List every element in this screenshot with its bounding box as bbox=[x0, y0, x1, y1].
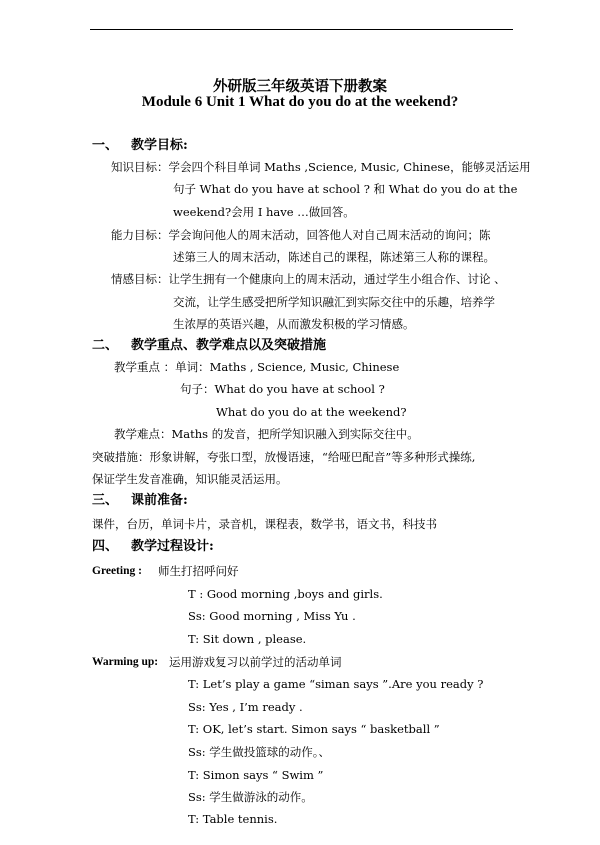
key-points-sentence-2: What do you do at the weekend? bbox=[216, 405, 407, 419]
greeting-line-2: Ss: Good morning , Miss Yu . bbox=[188, 609, 356, 623]
warming-line-7: T: Table tennis. bbox=[188, 812, 278, 826]
title-english: Module 6 Unit 1 What do you do at the weekend? bbox=[141, 94, 459, 110]
emotion-line-2: 交流，让学生感受把所学知识融汇到实际交往中的乐趣，培养学 bbox=[173, 295, 495, 309]
section1-heading: 教学目标: bbox=[131, 138, 188, 153]
warming-line-6: Ss: 学生做游泳的动作。 bbox=[188, 790, 313, 804]
warming-up-label: Warming up: bbox=[92, 656, 159, 668]
warming-line-2: Ss: Yes , I’m ready . bbox=[188, 700, 303, 714]
key-points-sentence-1: 句子：What do you have at school ? bbox=[180, 382, 385, 396]
knowledge-line-2: 句子 What do you have at school ? 和 What do you do at the bbox=[173, 182, 518, 196]
emotion-line-3: 生浓厚的英语兴趣，从而激发积极的学习情感。 bbox=[173, 317, 415, 331]
key-points-words: 教学重点 ：单词：Maths , Science, Music, Chinese bbox=[114, 360, 400, 374]
emotion-line-1: 情感目标：让学生拥有一个健康向上的周末活动，通过学生小组合作、讨论 、 bbox=[111, 272, 506, 286]
warming-line-3: T: OK, let’s start. Simon says “ basketball ” bbox=[188, 722, 440, 736]
greeting-label: Greeting : bbox=[92, 565, 142, 577]
warming-line-1: T: Let’s play a game “siman says ”.Are you ready ? bbox=[188, 677, 484, 691]
warming-up-description: 运用游戏复习以前学过的活动单词 bbox=[169, 655, 342, 669]
section1-number: 一、 bbox=[92, 138, 119, 153]
knowledge-line-1: 知识目标：学会四个科目单词 Maths ,Science, Music, Chinese，能够灵活运用 bbox=[111, 160, 531, 174]
measures-line-1: 突破措施：形象讲解，夸张口型，放慢语速，“给哑巴配音”等多种形式操练, bbox=[92, 450, 476, 464]
warming-line-4: Ss: 学生做投篮球的动作。、 bbox=[188, 745, 331, 759]
section2-number: 二、 bbox=[92, 338, 119, 353]
section3-heading: 课前准备: bbox=[131, 493, 188, 508]
knowledge-line-3: weekend?会用 I have …做回答。 bbox=[173, 205, 355, 219]
ability-line-1: 能力目标：学会询问他人的周末活动，回答他人对自己周末活动的询问；陈 bbox=[111, 228, 491, 242]
preparation-line: 课件，台历，单词卡片，录音机，课程表，数学书，语文书，科技书 bbox=[92, 517, 437, 531]
greeting-description: 师生打招呼问好 bbox=[158, 564, 239, 578]
warming-line-5: T: Simon says “ Swim ” bbox=[188, 768, 324, 782]
greeting-line-3: T: Sit down , please. bbox=[188, 632, 307, 646]
difficulty-line: 教学难点：Maths 的发音，把所学知识融入到实际交往中。 bbox=[114, 427, 419, 441]
measures-line-2: 保证学生发音准确，知识能灵活运用。 bbox=[92, 472, 288, 486]
top-rule bbox=[90, 29, 513, 30]
section2-heading: 教学重点、教学难点以及突破措施 bbox=[131, 338, 327, 353]
title-chinese: 外研版三年级英语下册教案 bbox=[213, 78, 387, 95]
section4-number: 四、 bbox=[92, 539, 119, 554]
section4-heading: 教学过程设计: bbox=[131, 539, 214, 554]
greeting-line-1: T : Good morning ,boys and girls. bbox=[188, 587, 383, 601]
section3-number: 三、 bbox=[92, 493, 119, 508]
ability-line-2: 述第三人的周末活动，陈述自己的课程，陈述第三人称的课程。 bbox=[173, 250, 495, 264]
